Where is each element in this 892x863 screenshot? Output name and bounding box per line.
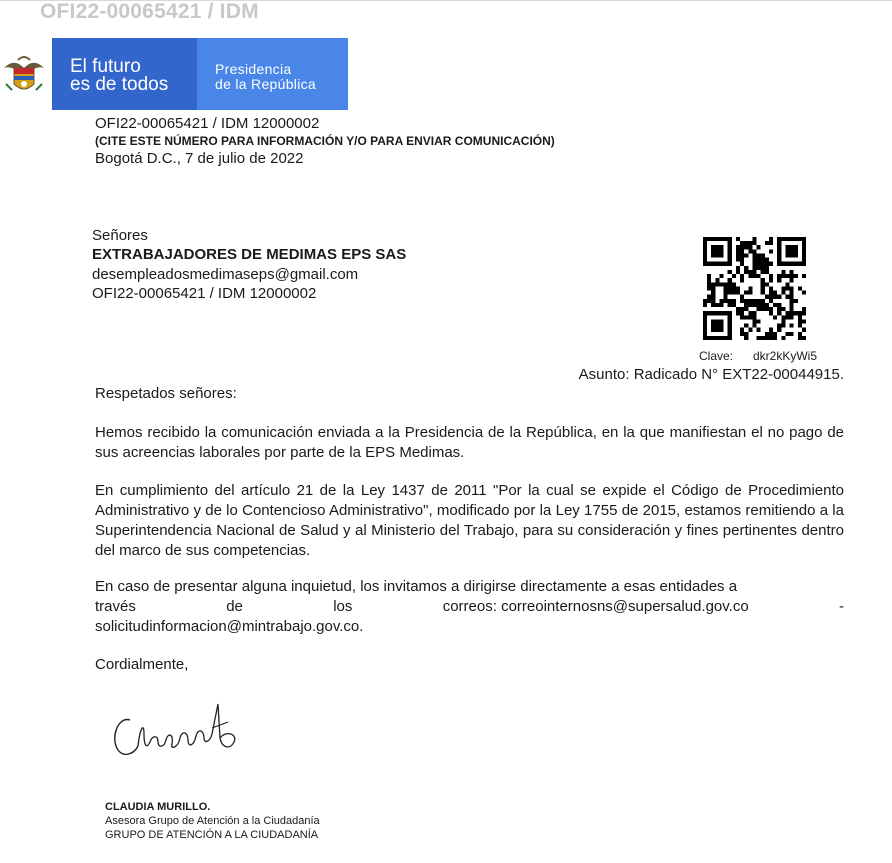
letter-greeting: Respetados señores: <box>95 385 237 402</box>
p3-word: correos: correointernosns@supersalud.gov.co <box>442 598 749 615</box>
slogan-line-2: es de todos <box>70 74 169 95</box>
recipient-salutation: Señores <box>92 227 148 244</box>
p3-word: través <box>95 598 136 615</box>
paragraph-3-line-2 <box>95 597 844 617</box>
subject-line: Asunto: Radicado N° EXT22-00044915. <box>578 366 844 383</box>
signatory-name: CLAUDIA MURILLO. <box>105 801 211 813</box>
handwritten-signature <box>108 698 248 768</box>
entity-block <box>197 38 348 110</box>
slogan-text <box>70 58 168 94</box>
clave-label: Clave: <box>699 349 734 363</box>
header-watermark: OFI22-00065421 / IDM <box>40 0 259 23</box>
p3-word: los <box>333 598 353 615</box>
entity-line-2: de la República <box>215 76 317 92</box>
paragraph-3-line-1: En caso de presentar alguna inquietud, los invitamos a dirigirse directamente a esas entidades a <box>95 578 738 595</box>
p3-word: - <box>839 598 844 615</box>
recipient-reference: OFI22-00065421 / IDM 12000002 <box>92 285 317 302</box>
letter-paragraph-2: En cumplimiento del artículo 21 de la Ley 1437 de 2011 "Por la cual se expide el Código de Procedimiento Administrativo y de lo Contencioso Administrativo", modificado por la Ley 1755 de 2015, estamos remitiendo a la Superintendencia Nacional de Salud y al Ministerio del Trabajo, para su consideración y fines pertinentes dentro del marco de sus competencias. <box>95 482 844 559</box>
coat-of-arms-icon <box>0 38 52 110</box>
slogan-line-1: El futuro <box>70 56 141 77</box>
slogan-block <box>52 38 197 110</box>
government-banner <box>0 38 348 110</box>
letter-paragraph-3 <box>95 577 844 637</box>
letter-closing: Cordialmente, <box>95 656 189 673</box>
document-reference: OFI22-00065421 / IDM 12000002 <box>95 115 320 132</box>
recipient-email: desempleadosmedimaseps@gmail.com <box>92 266 359 283</box>
clave-value: dkr2kKyWi5 <box>753 349 818 363</box>
letter-paragraph-1: Hemos recibido la comunicación enviada a la Presidencia de la República, en la que manifiestan el no pago de sus acreencias laborales por parte de la EPS Medimas. <box>95 424 844 461</box>
recipient-name: EXTRABAJADORES DE MEDIMAS EPS SAS <box>92 246 407 263</box>
cite-note: (CITE ESTE NÚMERO PARA INFORMACIÓN Y/O PARA ENVIAR COMUNICACIÓN) <box>95 134 555 148</box>
entity-name <box>215 62 316 92</box>
signatory-role: Asesora Grupo de Atención a la Ciudadanía <box>105 815 320 827</box>
paragraph-3-line-3: solicitudinformacion@mintrabajo.gov.co. <box>95 618 364 635</box>
p3-word: de <box>226 598 243 615</box>
verification-key <box>699 349 817 363</box>
signatory-group: GRUPO DE ATENCIÓN A LA CIUDADANÍA <box>105 829 319 841</box>
place-date: Bogotá D.C., 7 de julio de 2022 <box>95 150 304 167</box>
entity-line-1: Presidencia <box>215 61 292 77</box>
qr-code-icon <box>703 237 806 340</box>
